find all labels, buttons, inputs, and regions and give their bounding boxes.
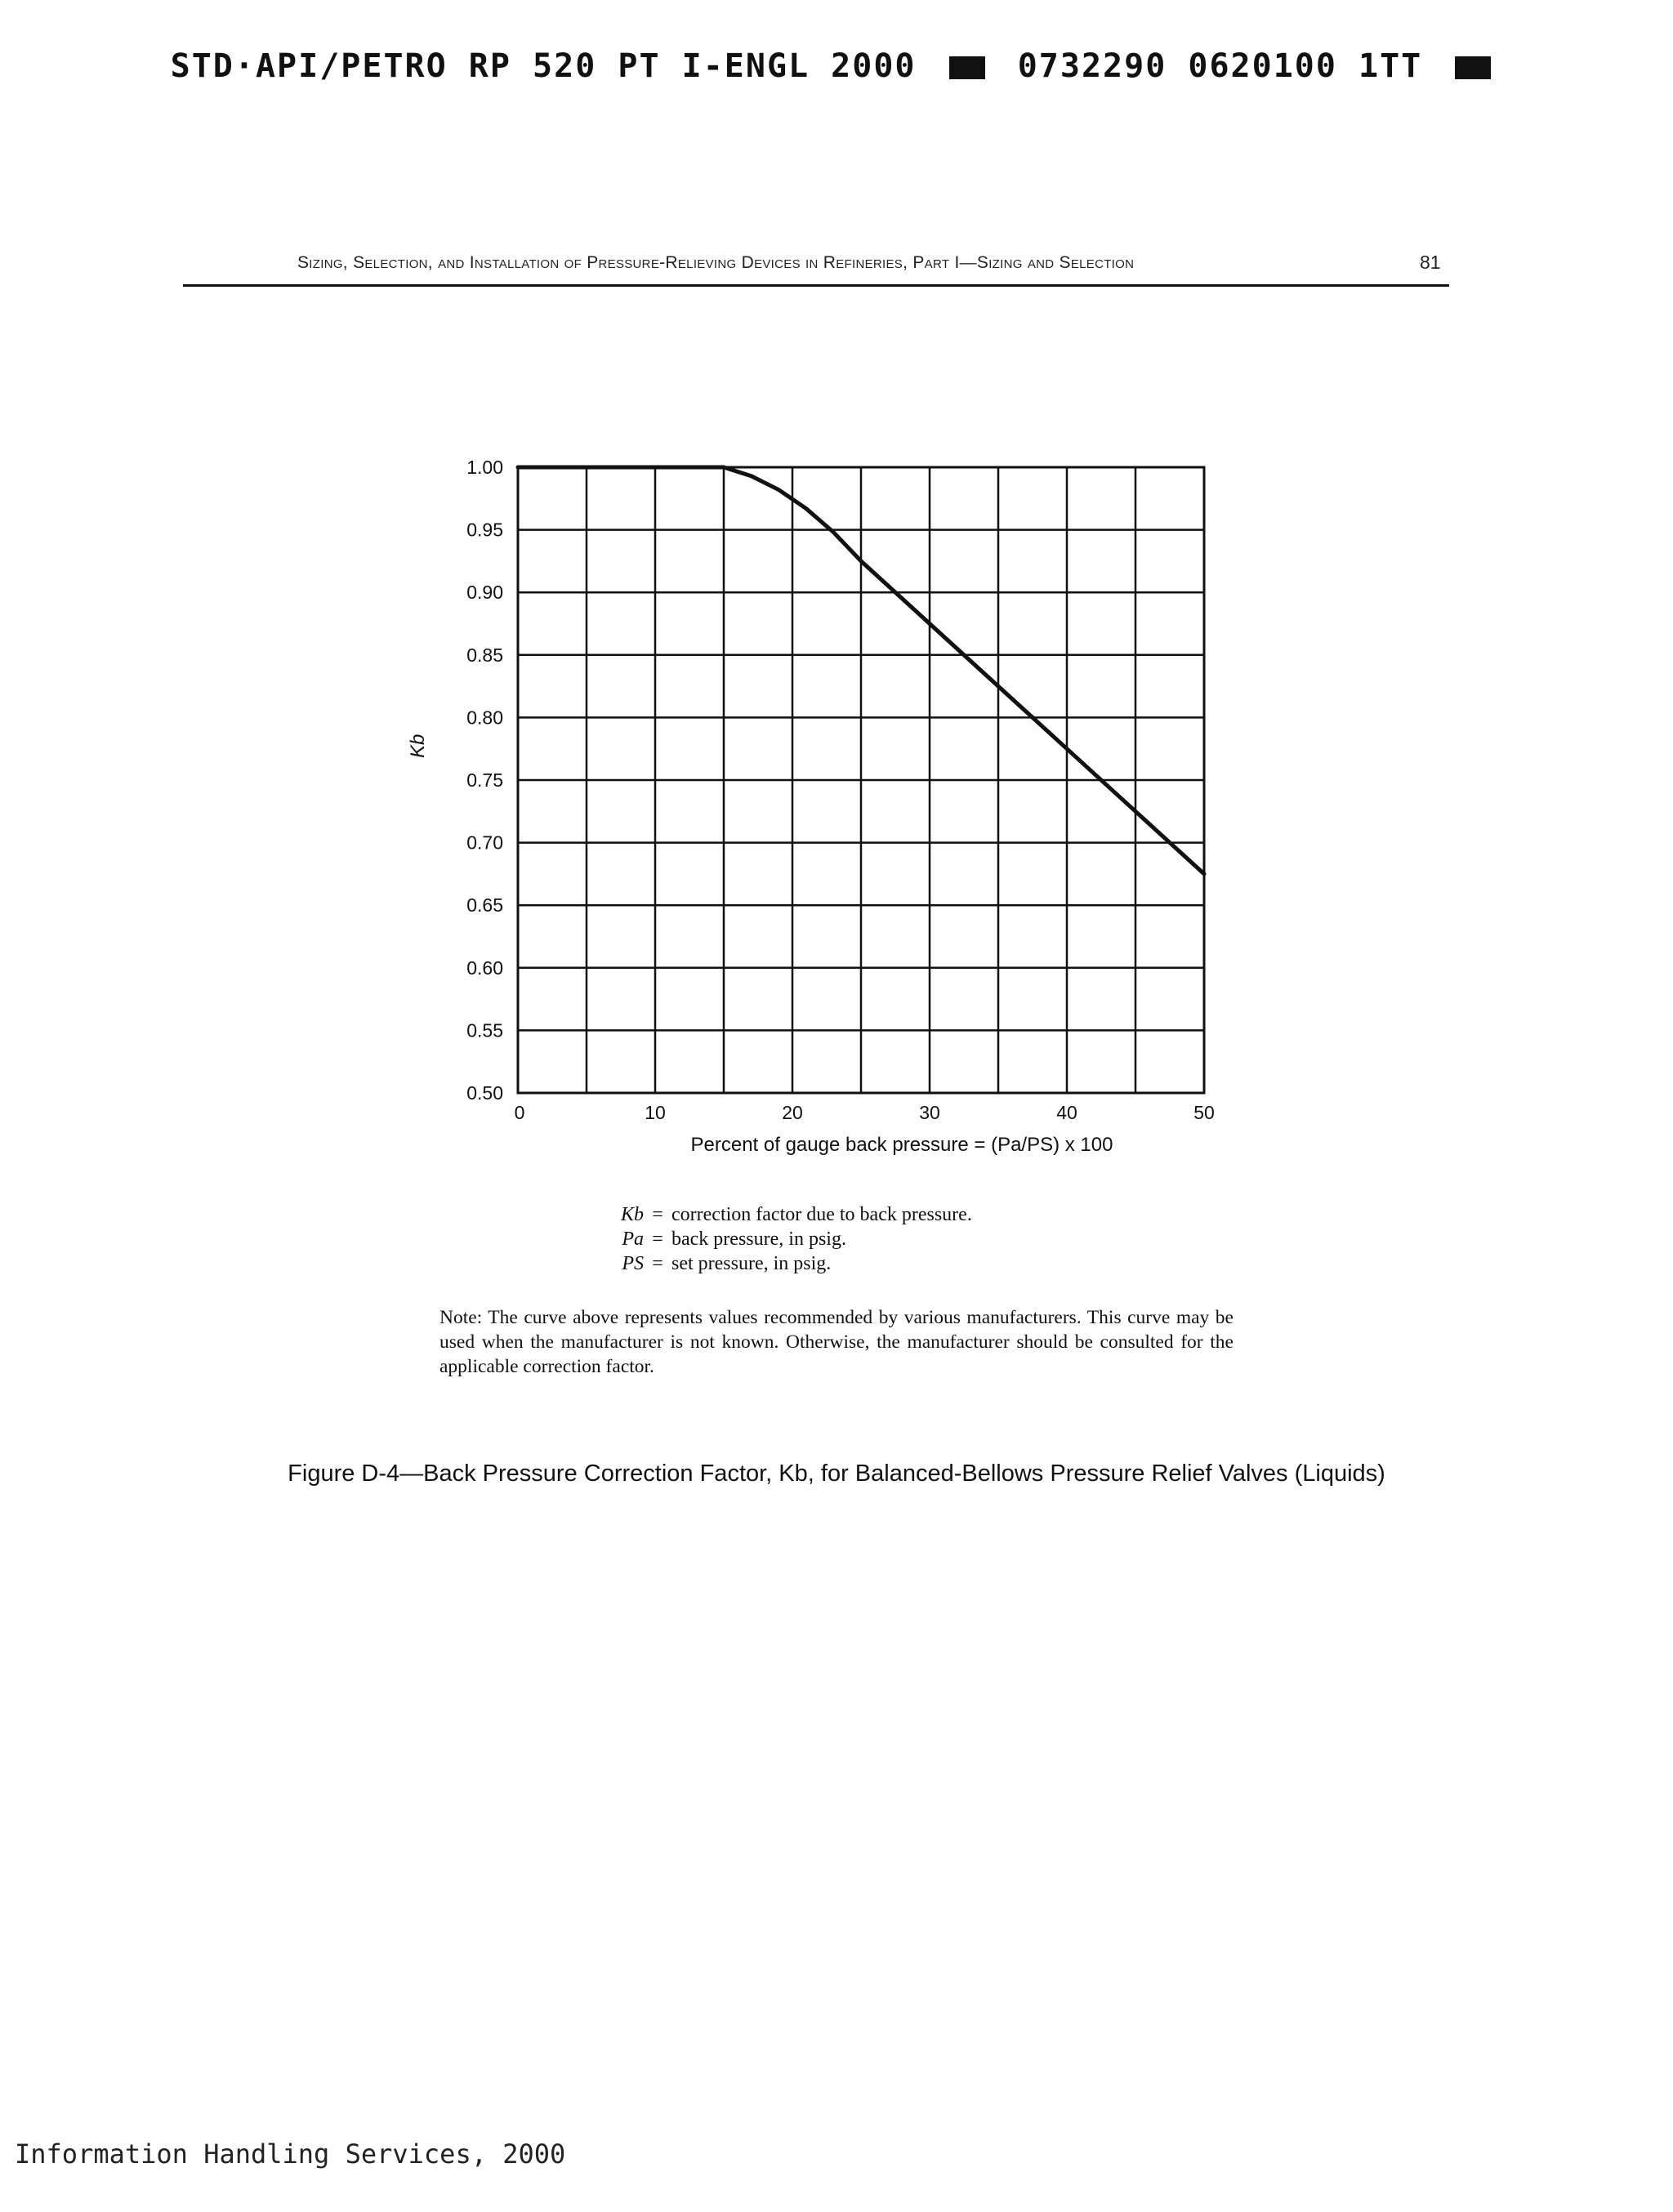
definition-symbol: Kb [620, 1204, 644, 1225]
definition-symbol: PS [622, 1253, 644, 1274]
definition-equals: = [652, 1204, 663, 1225]
y-tick-label: 0.80 [466, 707, 503, 729]
definition-row [596, 1251, 972, 1276]
footer-text: Information Handling Services, 2000 [15, 2138, 566, 2170]
page-number: 81 [1420, 252, 1441, 273]
y-tick-label: 0.95 [466, 519, 503, 541]
definition-row [596, 1227, 972, 1251]
definition-text: set pressure, in psig. [671, 1253, 832, 1274]
definition-equals: = [652, 1253, 663, 1274]
x-tick-label: 50 [1193, 1102, 1215, 1123]
definition-equals: = [652, 1229, 663, 1250]
definition-text: back pressure, in psig. [671, 1229, 846, 1250]
figure-note: Note: The curve above represents values recommended by various manufacturers. This curve may be used when the manufacturer is not known. Otherwise, the manufacturer should be consulted for the applicable correction factor. [439, 1307, 1234, 1377]
y-tick-label: 0.75 [466, 769, 503, 791]
symbol-definitions [596, 1202, 972, 1276]
stamp-middle-text: 0732290 0620100 1TT [1017, 47, 1423, 85]
x-tick-label: 0 [514, 1102, 525, 1123]
x-tick-label: 10 [645, 1102, 666, 1123]
running-head: Sizing, Selection, and Installation of Pressure-Relieving Devices in Refineries, Part I—Sizing and Selection [297, 253, 1135, 272]
y-tick-label: 1.00 [466, 457, 503, 478]
figure-caption: Figure D-4—Back Pressure Correction Factor, Kb, for Balanced-Bellows Pressure Relief Valves (Liquids) [288, 1461, 1385, 1487]
x-tick-label: 20 [782, 1102, 803, 1123]
y-tick-label: 0.70 [466, 832, 503, 854]
y-axis-label-text: Kb [407, 734, 429, 758]
y-tick-label: 0.60 [466, 957, 503, 979]
definition-text: correction factor due to back pressure. [671, 1204, 972, 1225]
stamp-left-text: STD·API/PETRO RP 520 PT I-ENGL 2000 [170, 47, 917, 85]
y-tick-label: 0.50 [466, 1082, 503, 1104]
x-tick-label: 40 [1056, 1102, 1077, 1123]
x-tick-label: 30 [919, 1102, 940, 1123]
y-tick-label: 0.65 [466, 894, 503, 916]
definition-row [596, 1202, 972, 1227]
definition-symbol: Pa [622, 1229, 644, 1250]
y-tick-label: 0.90 [466, 582, 503, 604]
y-axis-label [407, 734, 430, 758]
y-tick-label: 0.55 [466, 1019, 503, 1041]
y-tick-label: 0.85 [466, 644, 503, 666]
x-axis-label: Percent of gauge back pressure = (Pa/PS) x 100 [690, 1134, 1113, 1156]
